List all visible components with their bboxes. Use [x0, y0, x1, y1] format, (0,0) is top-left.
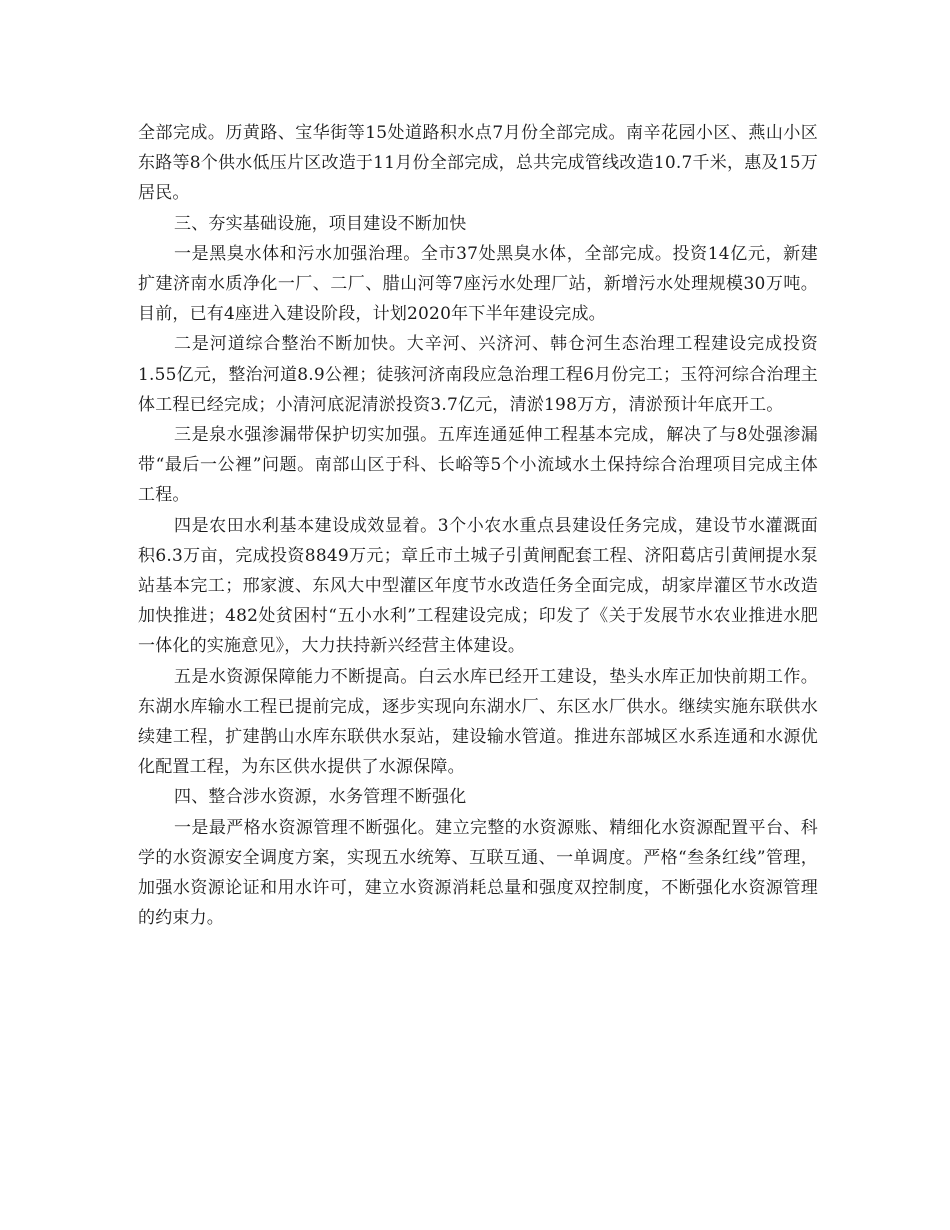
- paragraph-continuation: 全部完成。历黄路、宝华街等15处道路积水点7月份全部完成。南辛花园小区、燕山小区东路等8个供水低压片区改造于11月份全部完成，总共完成管线改造10.7千米，惠及15万居民。: [138, 123, 818, 204]
- paragraph-black-odorous-water: 一是黑臭水体和污水加强治理。全市37处黑臭水体，全部完成。投资14亿元，新建扩建济南水质净化一厂、二厂、腊山河等7座污水处理厂站，新增污水处理规模30万吨。目前，已有4座进入建设阶段，计划2020年下半年建设完成。: [138, 243, 818, 325]
- paragraph-river-regulation: 二是河道综合整治不断加快。大辛河、兴济河、韩仓河生态治理工程建设完成投资1.55亿元，整治河道8.9公裡；徒骇河济南段应急治理工程6月份完工；玉符河综合治理主体工程已经完成；小清河底泥清淤投资3.7亿元，清淤198万方，清淤预计年底开工。: [138, 334, 818, 415]
- section-heading-4: 四、整合涉水资源，水务管理不断强化: [174, 787, 467, 808]
- section-heading-3: 三、夯实基础设施，项目建设不断加快: [174, 213, 467, 234]
- document-body: [138, 118, 818, 933]
- paragraph-farmland-irrigation: 四是农田水利基本建设成效显着。3个小农水重点县建设任务完成，建设节水灌溉面积6.3万亩，完成投资8849万元；章丘市土城子引黄闸配套工程、济阳葛店引黄闸提水泵站基本完工；邢家渡、东风大中型灌区年度节水改造任务全面完成，胡家岸灌区节水改造加快推进；482处贫困村“五小水利”工程建设完成；印发了《关于发展节水农业推进水肥一体化的实施意见》，大力扶持新兴经营主体建设。: [138, 515, 818, 657]
- paragraph-water-supply-guarantee: 五是水资源保障能力不断提高。白云水库已经开工建设，垫头水库正加快前期工作。东湖水库输水工程已提前完成，逐步实现向东湖水厂、东区水厂供水。继续实施东联供水续建工程，扩建鹊山水库东联供水泵站，建设输水管道。推进东部城区水系连通和水源优化配置工程，为东区供水提供了水源保障。: [138, 666, 818, 778]
- paragraph-spring-protection: 三是泉水强渗漏带保护切实加强。五库连通延伸工程基本完成，解决了与8处强渗漏带“最后一公裡”问题。南部山区于科、长峪等5个小流域水土保持综合治理项目完成主体工程。: [138, 425, 818, 506]
- paragraph-water-resource-management: 一是最严格水资源管理不断强化。建立完整的水资源账、精细化水资源配置平台、科学的水资源安全调度方案，实现五水统筹、互联互通、一单调度。严格“叁条红线”管理，加强水资源论证和用水许可，建立水资源消耗总量和强度双控制度，不断强化水资源管理的约束力。: [138, 817, 818, 929]
